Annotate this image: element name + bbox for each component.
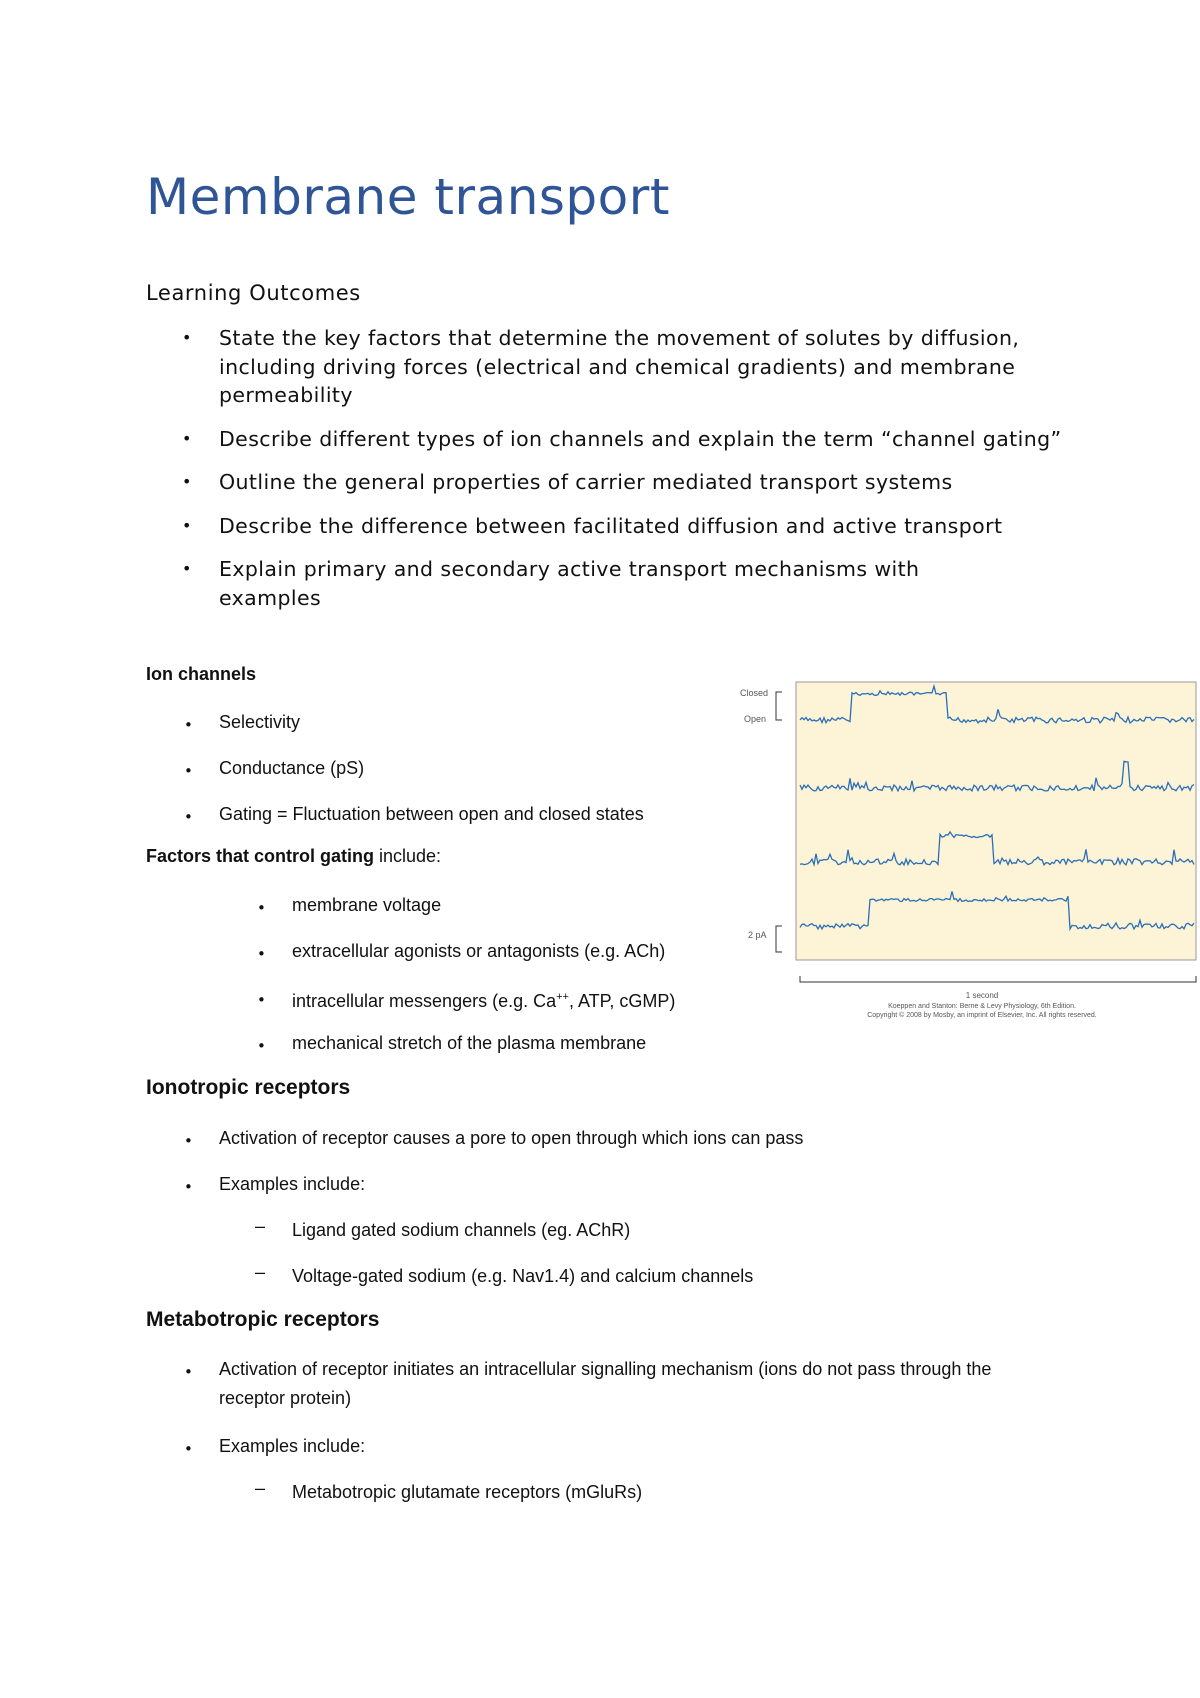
page-title: Membrane transport bbox=[146, 168, 670, 226]
scale-bar bbox=[776, 926, 782, 952]
figure-panel bbox=[796, 682, 1196, 960]
list-item: Ligand gated sodium channels (eg. AChR) bbox=[292, 1220, 631, 1240]
bullet-icon: • bbox=[184, 762, 193, 780]
bullet-icon: • bbox=[257, 899, 266, 917]
list-item: Activation of receptor causes a pore to open through which ions can pass bbox=[219, 1128, 804, 1148]
learning-outcomes-list bbox=[146, 324, 1076, 627]
bullet-icon: • bbox=[184, 808, 193, 826]
factors-heading: Factors that control gating include: bbox=[146, 846, 442, 866]
list-item: extracellular agonists or antagonists (e.g. ACh) bbox=[292, 941, 666, 961]
bullet-icon: • bbox=[182, 328, 192, 347]
time-label: 1 second bbox=[965, 991, 999, 1000]
scale-label: 2 pA bbox=[748, 930, 767, 940]
bullet-icon: • bbox=[182, 515, 192, 535]
list-item: • Outline the general properties of carrier mediated transport systems bbox=[146, 468, 1076, 497]
dash-icon: – bbox=[255, 1478, 266, 1498]
list-item: Examples include: bbox=[219, 1174, 366, 1194]
bullet-icon: • bbox=[257, 945, 266, 963]
list-item: • Describe different types of ion channels and explain the term “channel gating” bbox=[146, 425, 1076, 454]
bullet-icon: • bbox=[184, 1440, 193, 1458]
caption-line-1: Koeppen and Stanton: Berne & Levy Physiology, 6th Edition. bbox=[888, 1003, 1076, 1010]
metabotropic-heading: Metabotropic receptors bbox=[146, 1308, 380, 1331]
bullet-icon: • bbox=[182, 559, 192, 578]
list-item: Conductance (pS) bbox=[219, 758, 365, 778]
list-item: membrane voltage bbox=[292, 895, 442, 915]
bullet-icon: • bbox=[257, 1037, 266, 1055]
list-item: Gating = Fluctuation between open and closed states bbox=[219, 804, 644, 824]
state-bracket bbox=[776, 692, 782, 720]
dash-icon: – bbox=[255, 1262, 266, 1282]
single-channel-recording-figure bbox=[730, 672, 1198, 1022]
list-item: • State the key factors that determine the movement of solutes by diffusion, including driving forces (electrical and chemical gradients) and membrane permeability bbox=[182, 326, 1020, 407]
bullet-icon: • bbox=[182, 472, 192, 491]
closed-label: Closed bbox=[740, 688, 769, 698]
list-item: Voltage-gated sodium (e.g. Nav1.4) and calcium channels bbox=[292, 1266, 754, 1286]
list-item: Activation of receptor initiates an intracellular signalling mechanism (ions do not pass through the receptor protein) bbox=[219, 1359, 992, 1408]
bullet-icon: • bbox=[184, 716, 193, 734]
list-item: mechanical stretch of the plasma membrane bbox=[292, 1033, 647, 1053]
list-item: • Explain primary and secondary active transport mechanisms with examples bbox=[182, 557, 920, 610]
time-bar bbox=[800, 976, 1196, 982]
ion-channels-heading: Ion channels bbox=[146, 664, 257, 684]
ionotropic-heading: Ionotropic receptors bbox=[146, 1076, 351, 1099]
list-item: • Describe the difference between facilitated diffusion and active transport bbox=[146, 512, 1076, 541]
bullet-icon: • bbox=[184, 1363, 193, 1381]
list-item: Examples include: bbox=[219, 1436, 366, 1456]
bullet-icon: • bbox=[184, 1132, 193, 1150]
dash-icon: – bbox=[255, 1216, 266, 1236]
learning-outcomes-heading: Learning Outcomes bbox=[146, 281, 361, 305]
bullet-icon: • bbox=[182, 428, 192, 448]
open-label: Open bbox=[744, 714, 767, 724]
list-item: Metabotropic glutamate receptors (mGluRs) bbox=[292, 1482, 643, 1502]
list-item: intracellular messengers (e.g. Ca++, ATP, cGMP) bbox=[292, 991, 676, 1011]
bullet-icon: • bbox=[257, 991, 266, 1009]
list-item: Selectivity bbox=[219, 712, 301, 732]
bullet-icon: • bbox=[184, 1178, 193, 1196]
caption-line-2: Copyright © 2008 by Mosby, an imprint of Elsevier, Inc. All rights reserved. bbox=[867, 1012, 1097, 1019]
